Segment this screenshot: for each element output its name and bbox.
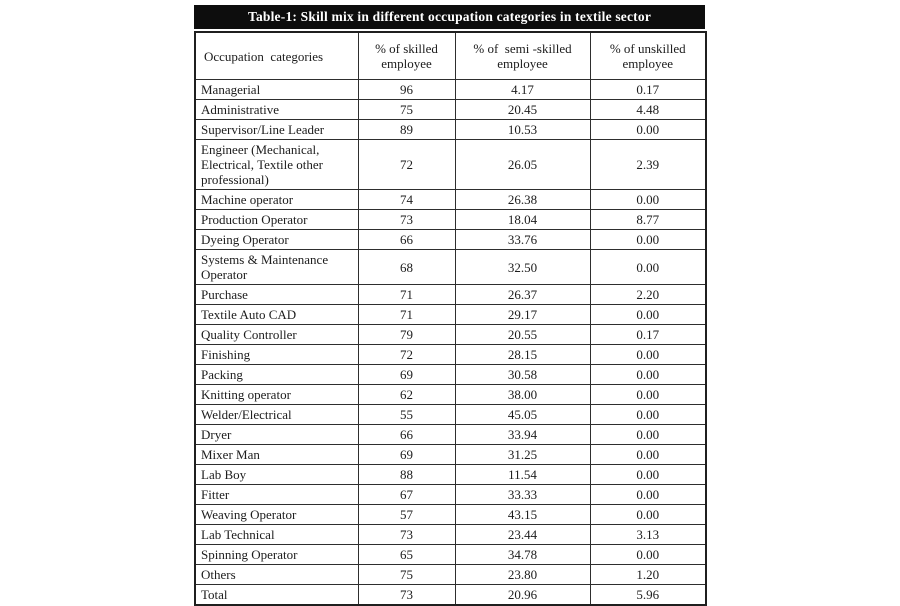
table-row [195,465,706,485]
cell-value: 30.58 [455,365,590,385]
cell-value: 73 [358,210,455,230]
cell-value: 4.17 [455,80,590,100]
cell-occupation: Purchase [195,285,358,305]
cell-value: 26.38 [455,190,590,210]
cell-occupation: Systems & Maintenance Operator [195,250,358,285]
cell-occupation: Total [195,585,358,606]
cell-value: 20.96 [455,585,590,606]
header-occupation-categories: Occupation categories [195,32,358,80]
cell-value: 75 [358,100,455,120]
cell-occupation: Engineer (Mechanical, Electrical, Textile other professional) [195,140,358,190]
cell-value: 72 [358,345,455,365]
table-1-container [194,5,705,606]
cell-value: 96 [358,80,455,100]
cell-value: 31.25 [455,445,590,465]
cell-value: 0.00 [590,505,706,525]
table-row [195,385,706,405]
cell-value: 0.00 [590,250,706,285]
table-row [195,425,706,445]
cell-value: 0.00 [590,365,706,385]
table-body [195,80,706,606]
cell-value: 0.00 [590,190,706,210]
cell-value: 67 [358,485,455,505]
cell-value: 57 [358,505,455,525]
cell-occupation: Spinning Operator [195,545,358,565]
cell-occupation: Finishing [195,345,358,365]
cell-value: 0.00 [590,230,706,250]
cell-value: 8.77 [590,210,706,230]
cell-value: 32.50 [455,250,590,285]
cell-occupation: Dryer [195,425,358,445]
table-row [195,405,706,425]
table-row [195,100,706,120]
cell-value: 3.13 [590,525,706,545]
cell-occupation: Mixer Man [195,445,358,465]
cell-value: 74 [358,190,455,210]
table-row [195,325,706,345]
cell-value: 0.00 [590,545,706,565]
cell-occupation: Others [195,565,358,585]
cell-occupation: Machine operator [195,190,358,210]
cell-value: 89 [358,120,455,140]
cell-value: 5.96 [590,585,706,606]
cell-occupation: Supervisor/Line Leader [195,120,358,140]
cell-occupation: Welder/Electrical [195,405,358,425]
cell-value: 18.04 [455,210,590,230]
cell-value: 0.00 [590,120,706,140]
cell-value: 29.17 [455,305,590,325]
cell-value: 26.37 [455,285,590,305]
header-col-1: % of skilled employee [358,32,455,80]
cell-value: 43.15 [455,505,590,525]
cell-value: 79 [358,325,455,345]
cell-value: 66 [358,425,455,445]
cell-occupation: Production Operator [195,210,358,230]
table-row [195,305,706,325]
cell-value: 69 [358,365,455,385]
cell-value: 0.00 [590,445,706,465]
cell-value: 55 [358,405,455,425]
cell-value: 23.44 [455,525,590,545]
cell-value: 75 [358,565,455,585]
table-row [195,525,706,545]
cell-occupation: Weaving Operator [195,505,358,525]
cell-occupation: Administrative [195,100,358,120]
cell-occupation: Dyeing Operator [195,230,358,250]
table-row [195,485,706,505]
table-row [195,365,706,385]
cell-occupation: Textile Auto CAD [195,305,358,325]
cell-value: 73 [358,585,455,606]
cell-value: 0.00 [590,345,706,365]
cell-value: 28.15 [455,345,590,365]
cell-occupation: Managerial [195,80,358,100]
table-row [195,445,706,465]
cell-value: 0.00 [590,385,706,405]
cell-value: 65 [358,545,455,565]
table-row [195,505,706,525]
cell-value: 71 [358,305,455,325]
cell-value: 2.20 [590,285,706,305]
cell-value: 0.17 [590,80,706,100]
cell-value: 0.00 [590,485,706,505]
cell-value: 33.76 [455,230,590,250]
cell-value: 33.94 [455,425,590,445]
table-row [195,565,706,585]
cell-value: 71 [358,285,455,305]
table-row [195,140,706,190]
cell-value: 0.00 [590,405,706,425]
cell-occupation: Packing [195,365,358,385]
table-row [195,80,706,100]
cell-value: 66 [358,230,455,250]
cell-value: 23.80 [455,565,590,585]
cell-occupation: Quality Controller [195,325,358,345]
cell-occupation: Fitter [195,485,358,505]
cell-occupation: Knitting operator [195,385,358,405]
cell-value: 1.20 [590,565,706,585]
table-row [195,345,706,365]
header-col-3: % of unskilled employee [590,32,706,80]
cell-value: 4.48 [590,100,706,120]
cell-value: 34.78 [455,545,590,565]
header-row [195,32,706,80]
cell-value: 38.00 [455,385,590,405]
cell-occupation: Lab Boy [195,465,358,485]
cell-value: 0.17 [590,325,706,345]
cell-value: 62 [358,385,455,405]
table-row [195,545,706,565]
table-row [195,190,706,210]
table-row [195,210,706,230]
cell-occupation: Lab Technical [195,525,358,545]
cell-value: 20.45 [455,100,590,120]
skill-mix-table [194,31,707,606]
cell-value: 0.00 [590,305,706,325]
cell-value: 10.53 [455,120,590,140]
cell-value: 69 [358,445,455,465]
cell-value: 73 [358,525,455,545]
cell-value: 68 [358,250,455,285]
cell-value: 72 [358,140,455,190]
cell-value: 2.39 [590,140,706,190]
table-row [195,120,706,140]
table-title: Table-1: Skill mix in different occupation categories in textile sector [194,5,705,29]
table-row [195,250,706,285]
cell-value: 45.05 [455,405,590,425]
cell-value: 88 [358,465,455,485]
cell-value: 0.00 [590,425,706,445]
cell-value: 0.00 [590,465,706,485]
cell-value: 11.54 [455,465,590,485]
cell-value: 26.05 [455,140,590,190]
table-row [195,285,706,305]
table-row [195,585,706,606]
header-col-2: % of semi -skilled employee [455,32,590,80]
cell-value: 20.55 [455,325,590,345]
cell-value: 33.33 [455,485,590,505]
table-row [195,230,706,250]
